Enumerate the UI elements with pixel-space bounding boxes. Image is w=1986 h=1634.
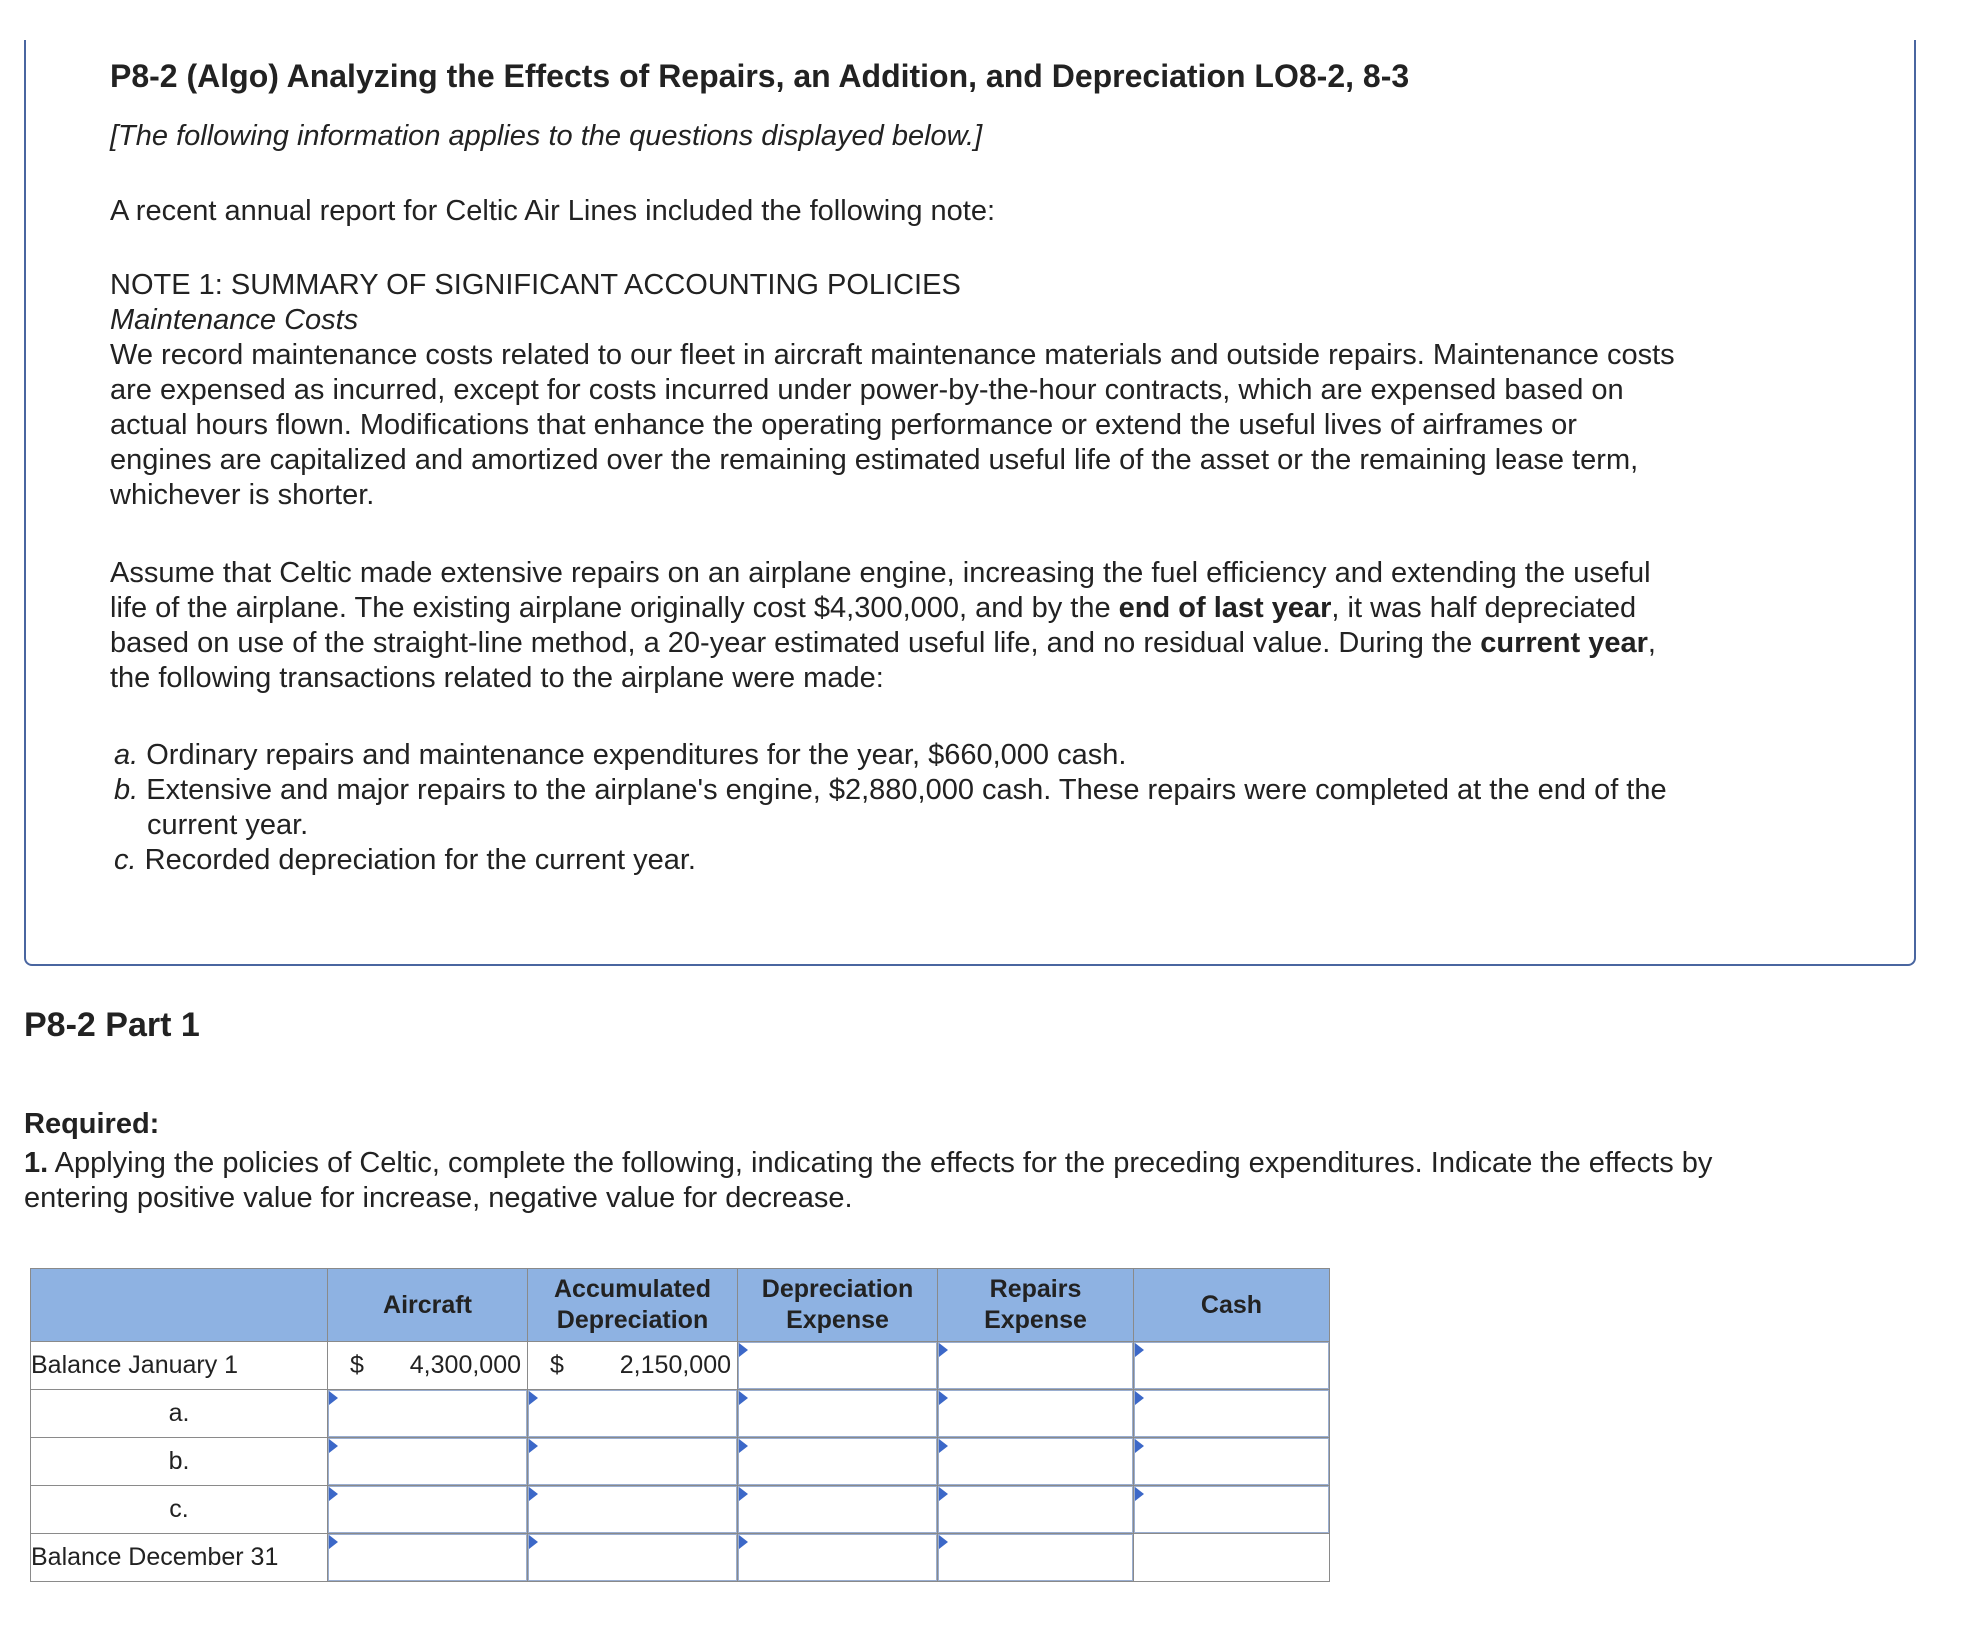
input-field[interactable] — [528, 1390, 737, 1437]
accum-dep-balance-value: 2,150,000 — [619, 1351, 731, 1379]
input-aircraft-dec[interactable] — [328, 1534, 528, 1582]
required-line: entering positive value for increase, negative value for decrease. — [24, 1182, 853, 1214]
note-body-line: We record maintenance costs related to our fleet in aircraft maintenance materials and outside repairs. Maintenance costs — [110, 339, 1675, 371]
input-field[interactable] — [528, 1438, 737, 1485]
required-text: Applying the policies of Celtic, complete the following, indicating the effects for the preceding expenditures. Indicate the effects by — [48, 1147, 1713, 1179]
header-depreciation-expense — [738, 1269, 938, 1342]
input-field[interactable] — [1134, 1342, 1329, 1389]
header-line: Accumulated — [554, 1275, 711, 1303]
header-cash: Cash — [1134, 1269, 1330, 1342]
part-title: P8-2 Part 1 — [24, 1006, 200, 1044]
table-row-c — [31, 1486, 1330, 1534]
row-label-b: b. — [31, 1438, 328, 1486]
input-repairs-expense-jan[interactable] — [938, 1342, 1134, 1390]
header-accumulated-depreciation — [528, 1269, 738, 1342]
input-field[interactable] — [1134, 1390, 1329, 1437]
required-number: 1. — [24, 1147, 49, 1179]
input-dep-expense-jan[interactable] — [738, 1342, 938, 1390]
transaction-label: c. — [114, 844, 137, 876]
accum-dep-balance-jan — [528, 1342, 738, 1390]
row-label-balance-dec: Balance December 31 — [31, 1534, 328, 1582]
input-field[interactable] — [738, 1486, 937, 1533]
assumption-bold: end of last year — [1118, 592, 1332, 624]
aircraft-balance-value: 4,300,000 — [409, 1351, 521, 1379]
transaction-c — [114, 843, 696, 878]
input-field[interactable] — [738, 1534, 937, 1581]
transaction-text: Ordinary repairs and maintenance expenditures for the year, $660,000 cash. — [146, 739, 1127, 771]
input-field[interactable] — [938, 1486, 1133, 1533]
input-dep-expense-b[interactable] — [738, 1438, 938, 1486]
problem-intro: [The following information applies to the questions displayed below.] — [110, 120, 983, 152]
effects-table — [30, 1268, 1330, 1582]
assumption-line: Assume that Celtic made extensive repairs on an airplane engine, increasing the fuel efficiency and extending the useful — [110, 557, 1651, 589]
problem-lead: A recent annual report for Celtic Air Lines included the following note: — [110, 195, 996, 227]
input-cash-a[interactable] — [1134, 1390, 1330, 1438]
note-body — [110, 338, 1675, 513]
problem-title: P8-2 (Algo) Analyzing the Effects of Repairs, an Addition, and Depreciation LO8-2, 8-3 — [110, 58, 1410, 94]
input-accum-dep-c[interactable] — [528, 1486, 738, 1534]
input-field[interactable] — [738, 1438, 937, 1485]
transaction-text: Recorded depreciation for the current year. — [144, 844, 696, 876]
input-field[interactable] — [738, 1342, 937, 1389]
input-field[interactable] — [528, 1486, 737, 1533]
note-subheading: Maintenance Costs — [110, 304, 359, 336]
input-accum-dep-dec[interactable] — [528, 1534, 738, 1582]
input-cash-b[interactable] — [1134, 1438, 1330, 1486]
input-field[interactable] — [328, 1486, 527, 1533]
note-body-line: actual hours flown. Modifications that enhance the operating performance or extend the useful lives of airframes or — [110, 409, 1577, 441]
transaction-label: a. — [114, 739, 139, 771]
input-dep-expense-c[interactable] — [738, 1486, 938, 1534]
table-row-balance-dec — [31, 1534, 1330, 1582]
table-row-balance-jan — [31, 1342, 1330, 1390]
table-row-b — [31, 1438, 1330, 1486]
input-field[interactable] — [328, 1390, 527, 1437]
assumption-line — [110, 591, 1656, 626]
input-field[interactable] — [528, 1534, 737, 1581]
required-heading: Required: — [24, 1108, 160, 1140]
assumption-paragraph — [110, 556, 1656, 696]
row-label-a: a. — [31, 1390, 328, 1438]
input-field[interactable] — [328, 1534, 527, 1581]
transaction-label: b. — [114, 774, 139, 806]
input-aircraft-a[interactable] — [328, 1390, 528, 1438]
input-cash-c[interactable] — [1134, 1486, 1330, 1534]
input-aircraft-b[interactable] — [328, 1438, 528, 1486]
note-heading: NOTE 1: SUMMARY OF SIGNIFICANT ACCOUNTING POLICIES — [110, 269, 961, 301]
input-accum-dep-b[interactable] — [528, 1438, 738, 1486]
assumption-text: , it was half depreciated — [1331, 592, 1637, 624]
input-field[interactable] — [738, 1390, 937, 1437]
input-dep-expense-dec[interactable] — [738, 1534, 938, 1582]
input-repairs-expense-a[interactable] — [938, 1390, 1134, 1438]
header-line: Depreciation — [761, 1275, 914, 1303]
header-line: Repairs — [989, 1275, 1082, 1303]
header-repairs-expense — [938, 1269, 1134, 1342]
assumption-text: based on use of the straight-line method, a 20-year estimated useful life, and no residual value. During the — [110, 627, 1481, 659]
transaction-b-continued: current year. — [147, 809, 309, 841]
input-aircraft-c[interactable] — [328, 1486, 528, 1534]
input-repairs-expense-c[interactable] — [938, 1486, 1134, 1534]
input-repairs-expense-b[interactable] — [938, 1438, 1134, 1486]
input-field[interactable] — [938, 1342, 1133, 1389]
header-line: Expense — [786, 1306, 889, 1334]
cash-balance-dec-empty — [1134, 1534, 1330, 1582]
input-field[interactable] — [938, 1390, 1133, 1437]
required-line — [24, 1146, 1712, 1181]
header-blank — [31, 1269, 328, 1342]
input-cash-jan[interactable] — [1134, 1342, 1330, 1390]
assumption-bold: current year — [1480, 627, 1648, 659]
aircraft-balance-jan — [328, 1342, 528, 1390]
input-field[interactable] — [938, 1534, 1133, 1581]
assumption-text: , — [1647, 627, 1656, 659]
header-aircraft: Aircraft — [328, 1269, 528, 1342]
currency-symbol: $ — [550, 1351, 564, 1379]
note-body-line: are expensed as incurred, except for costs incurred under power-by-the-hour contracts, which are expensed based on — [110, 374, 1624, 406]
note-body-line: whichever is shorter. — [110, 479, 375, 511]
input-accum-dep-a[interactable] — [528, 1390, 738, 1438]
transaction-b — [114, 773, 1667, 808]
assumption-text: life of the airplane. The existing airplane originally cost $4,300,000, and by the — [110, 592, 1119, 624]
input-field[interactable] — [1134, 1486, 1329, 1533]
row-label-balance-jan: Balance January 1 — [31, 1342, 328, 1390]
assumption-line — [110, 626, 1656, 661]
currency-symbol: $ — [350, 1351, 364, 1379]
table-row-a — [31, 1390, 1330, 1438]
table-header-row — [31, 1269, 1330, 1342]
input-field[interactable] — [328, 1438, 527, 1485]
transaction-a — [114, 738, 1126, 773]
input-field[interactable] — [1134, 1438, 1329, 1485]
note-body-line: engines are capitalized and amortized over the remaining estimated useful life of the asset or the remaining lease term, — [110, 444, 1639, 476]
input-dep-expense-a[interactable] — [738, 1390, 938, 1438]
transaction-text: Extensive and major repairs to the airplane's engine, $2,880,000 cash. These repairs were completed at the end of the — [146, 774, 1667, 806]
required-instructions — [24, 1146, 1712, 1216]
header-line: Expense — [984, 1306, 1087, 1334]
input-field[interactable] — [938, 1438, 1133, 1485]
input-repairs-expense-dec[interactable] — [938, 1534, 1134, 1582]
assumption-line: the following transactions related to the airplane were made: — [110, 662, 884, 694]
row-label-c: c. — [31, 1486, 328, 1534]
header-line: Depreciation — [556, 1306, 709, 1334]
